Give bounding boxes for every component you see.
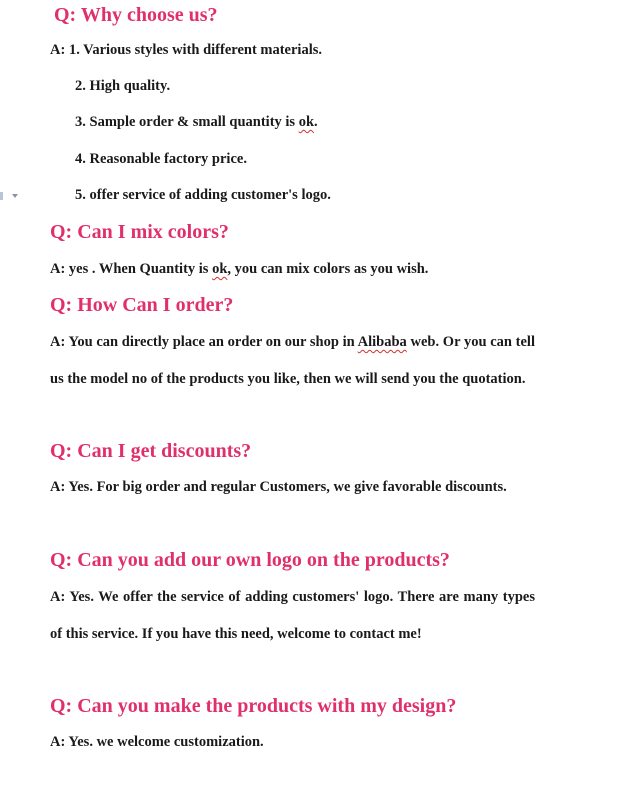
spellcheck-flagged-word[interactable]: Alibaba <box>357 334 407 350</box>
answer-why-choose-us-item-3 <box>75 114 318 131</box>
paragraph-marker-icon[interactable] <box>0 190 20 202</box>
answer-why-choose-us-item-2: 2. High quality. <box>75 78 171 94</box>
answer-how-order <box>50 324 535 397</box>
list-item-text: 1. Various styles with different materials. <box>68 42 323 58</box>
spellcheck-flagged-word[interactable]: ok <box>298 114 315 130</box>
answer-text: A: yes . When Quantity is <box>50 261 213 277</box>
answer-why-choose-us-item-5: 5. offer service of adding customer's logo. <box>75 187 331 203</box>
answer-text: web. Or you can tell us the model no of the products you like, then we will send you the quotation. <box>50 334 535 387</box>
question-why-choose-us: Q: Why choose us? <box>54 4 218 26</box>
answer-mix-colors <box>50 251 535 288</box>
question-my-design: Q: Can you make the products with my design? <box>50 695 457 717</box>
answer-text: , you can mix colors as you wish. <box>227 261 429 277</box>
list-item-text: . <box>314 114 318 130</box>
list-item-text: 3. Sample order & small quantity is <box>75 114 299 130</box>
spellcheck-flagged-word[interactable]: ok <box>212 261 228 277</box>
answer-text: A: You can directly place an order on our shop in <box>50 334 358 350</box>
answer-my-design: A: Yes. we welcome customization. <box>50 734 264 750</box>
question-own-logo: Q: Can you add our own logo on the products? <box>50 549 450 571</box>
answer-prefix: A: <box>50 42 69 58</box>
question-discounts: Q: Can I get discounts? <box>50 440 252 462</box>
answer-why-choose-us-item-4: 4. Reasonable factory price. <box>75 151 247 167</box>
answer-discounts: A: Yes. For big order and regular Customers, we give favorable discounts. <box>50 479 507 495</box>
answer-why-choose-us-item-1 <box>50 42 322 59</box>
answer-own-logo: A: Yes. We offer the service of adding customers' logo. There are many types of this service. If you have this need, welcome to contact me! <box>50 589 535 642</box>
question-how-order: Q: How Can I order? <box>50 294 234 316</box>
question-mix-colors: Q: Can I mix colors? <box>50 221 229 243</box>
